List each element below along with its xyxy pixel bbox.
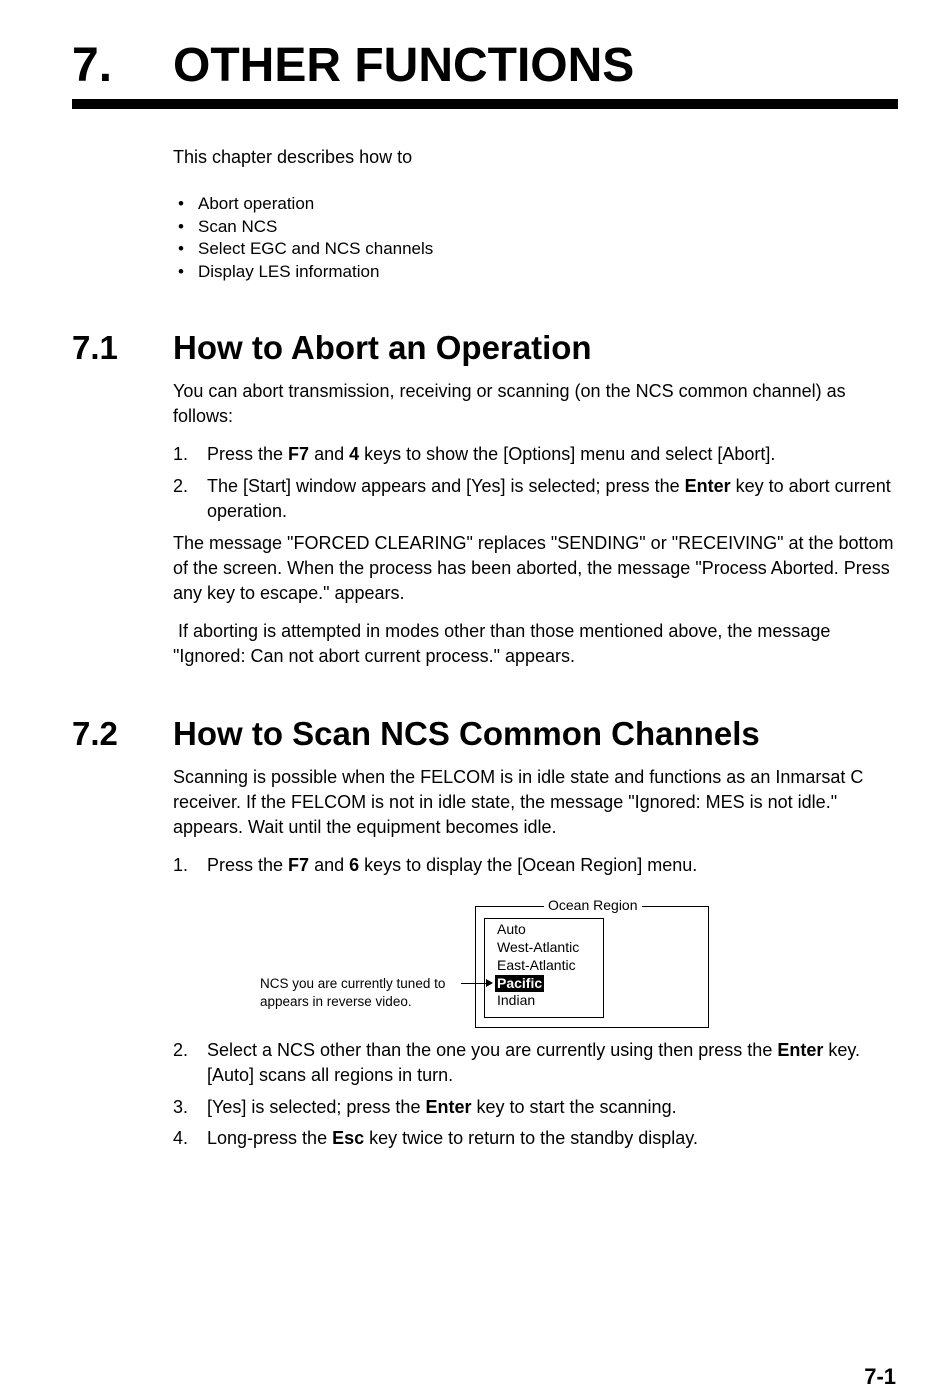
step-number: 1. bbox=[173, 444, 189, 464]
step-number: 2. bbox=[173, 1040, 189, 1060]
step-text: [Yes] is selected; press the Enter key to start the scanning. bbox=[207, 1097, 677, 1117]
step-item bbox=[173, 474, 903, 524]
section-title: How to Scan NCS Common Channels bbox=[173, 715, 760, 752]
step-number: 4. bbox=[173, 1128, 189, 1148]
menu-item-indian[interactable]: Indian bbox=[497, 992, 536, 1008]
key-label: 6 bbox=[349, 855, 360, 875]
key-label: Enter bbox=[684, 476, 731, 496]
page-number: 7-1 bbox=[864, 1364, 896, 1389]
chapter-title: OTHER FUNCTIONS bbox=[173, 39, 635, 92]
section-number: 7.2 bbox=[72, 715, 118, 752]
step-item bbox=[173, 1126, 903, 1151]
step-item bbox=[173, 442, 903, 467]
callout-text: appears in reverse video. bbox=[260, 994, 412, 1009]
key-label: F7 bbox=[288, 444, 310, 464]
list-item: • Display LES information bbox=[173, 261, 433, 284]
list-item: • Scan NCS bbox=[173, 216, 433, 239]
key-label: F7 bbox=[288, 855, 310, 875]
list-item: • Abort operation bbox=[173, 193, 433, 216]
step-item bbox=[173, 1095, 903, 1120]
key-label: Enter bbox=[425, 1097, 472, 1117]
menu-item-east-atlantic[interactable]: East-Atlantic bbox=[497, 957, 576, 973]
step-item bbox=[173, 1038, 903, 1088]
step-text: Press the F7 and 4 keys to show the [Options] menu and select [Abort]. bbox=[207, 444, 776, 464]
step-text: Press the F7 and 6 keys to display the [Ocean Region] menu. bbox=[207, 855, 698, 875]
step-number: 3. bbox=[173, 1097, 189, 1117]
step-item bbox=[173, 853, 903, 878]
menu-item-auto[interactable]: Auto bbox=[497, 921, 526, 937]
callout-arrow-line bbox=[461, 983, 489, 984]
chapter-number: 7. bbox=[72, 39, 113, 92]
menu-item-west-atlantic[interactable]: West-Atlantic bbox=[497, 939, 580, 955]
step-number: 2. bbox=[173, 476, 189, 496]
section-number: 7.1 bbox=[72, 329, 118, 366]
paragraph: Scanning is possible when the FELCOM is in idle state and functions as an Inmarsat C receiver. If the FELCOM is not in idle state, the message "Ignored: MES is not idle." appears. Wait until the equipment becomes idle. bbox=[173, 767, 864, 837]
ocean-region-title: Ocean Region bbox=[544, 896, 642, 914]
paragraph: You can abort transmission, receiving or scanning (on the NCS common channel) as follows: bbox=[173, 381, 846, 426]
step-number: 1. bbox=[173, 855, 189, 875]
key-label: 4 bbox=[349, 444, 360, 464]
list-item: • Select EGC and NCS channels bbox=[173, 238, 433, 261]
step-text: Long-press the Esc key twice to return to the standby display. bbox=[207, 1128, 698, 1148]
step-text: The [Start] window appears and [Yes] is selected; press the Enter key to abort current operation. bbox=[207, 476, 891, 521]
key-label: Enter bbox=[777, 1040, 824, 1060]
chapter-rule bbox=[72, 99, 898, 109]
step-text: Select a NCS other than the one you are currently using then press the Enter key. [Auto] scans all regions in turn. bbox=[207, 1040, 861, 1085]
section-title: How to Abort an Operation bbox=[173, 329, 592, 366]
key-label: Esc bbox=[332, 1128, 365, 1148]
paragraph: If aborting is attempted in modes other than those mentioned above, the message "Ignored: Can not abort current process." appears. bbox=[173, 621, 836, 666]
menu-item-pacific-selected[interactable]: Pacific bbox=[497, 975, 543, 991]
intro-text: This chapter describes how to bbox=[173, 147, 413, 167]
callout-text: NCS you are currently tuned to bbox=[260, 976, 446, 991]
paragraph: The message "FORCED CLEARING" replaces "SENDING" or "RECEIVING" at the bottom of the screen. When the process has been aborted, the message "Process Aborted. Press any key to escape." appears. bbox=[173, 533, 894, 603]
arrow-right-icon bbox=[486, 979, 493, 987]
intro-bullet-list bbox=[173, 193, 433, 283]
